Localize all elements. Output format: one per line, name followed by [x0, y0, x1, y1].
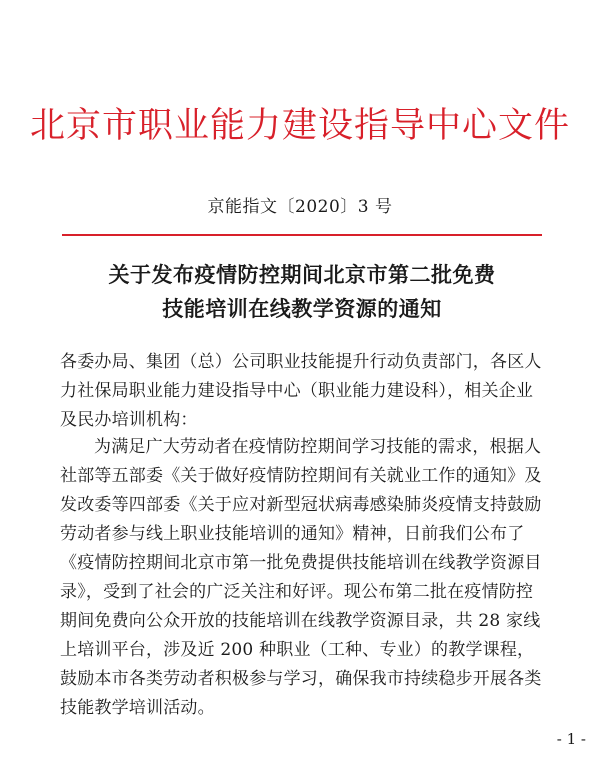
body-paragraph-1-text: 为满足广大劳动者在疫情防控期间学习技能的需求，根据人社部等五部委《关于做好疫情防控期间有关就业工作的通知》及发改委等四部委《关于应对新型冠状病毒感染肺炎疫情支持鼓励劳动者参与线上职业技能培训的通知》精神，日前我们公布了《疫情防控期间北京市第一批免费提供技能培训在线教学资源目录》，受到了社会的广泛关注和好评。现公布第二批在疫情防控期间免费向公众开放的技能培训在线教学资源目录，共 28 家线上培训平台，涉及近 200 种职业（工种、专业）的教学课程，鼓励本市各类劳动者积极参与学习，确保我市持续稳步开展各类技能教学培训活动。 — [60, 437, 542, 718]
page-number: - 1 - — [556, 730, 586, 748]
body-paragraph-1 — [60, 433, 544, 723]
document-title-line-1: 关于发布疫情防控期间北京市第二批免费 — [108, 262, 496, 287]
document-number: 京能指文〔2020〕3 号 — [207, 197, 393, 217]
addressee-paragraph — [60, 348, 544, 435]
document-title-line-2: 技能培训在线教学资源的通知 — [162, 296, 442, 321]
red-separator-line — [62, 234, 542, 236]
issuer-header: 北京市职业能力建设指导中心文件 — [29, 106, 570, 146]
addressee-text: 各委办局、集团（总）公司职业技能提升行动负责部门，各区人力社保局职业能力建设指导中心（职业能力建设科），相关企业及民办培训机构： — [60, 352, 542, 430]
